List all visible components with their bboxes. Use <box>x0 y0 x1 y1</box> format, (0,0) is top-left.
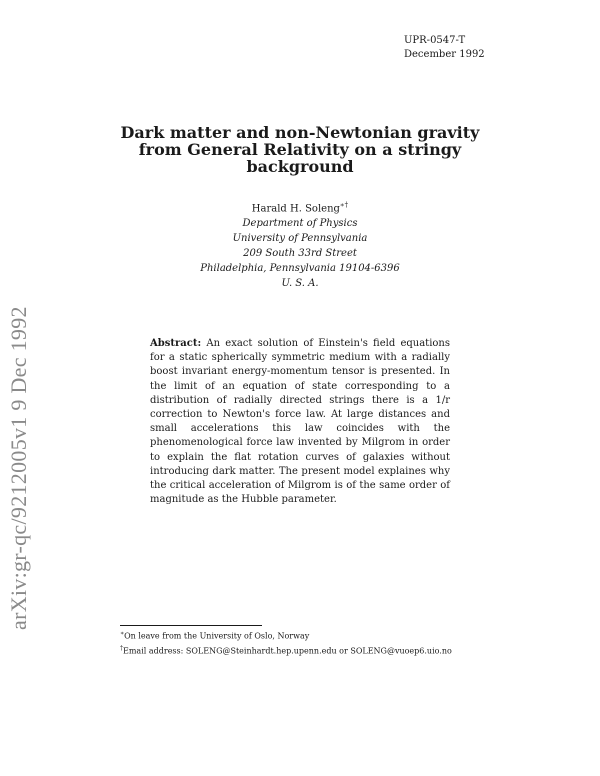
arxiv-identifier-watermark: arXiv:gr-qc/9212005v1 9 Dec 1992 <box>6 306 31 630</box>
footnotes <box>120 628 452 657</box>
abstract <box>150 337 450 507</box>
paper-title <box>120 124 480 175</box>
report-date: December 1992 <box>404 49 485 60</box>
title-line: background <box>246 157 354 176</box>
report-info <box>404 34 485 62</box>
affiliation-line: University of Pennsylvania <box>232 233 368 245</box>
footnote-rule <box>120 625 262 626</box>
title-line: from General Relativity on a stringy <box>138 140 462 159</box>
report-number: UPR-0547-T <box>404 35 466 46</box>
affiliation-line: 209 South 33rd Street <box>243 248 357 260</box>
footnote-text: On leave from the University of Oslo, Norway <box>124 631 310 641</box>
abstract-text: An exact solution of Einstein's field equations for a static spherically symmetric medium with a radially boost invariant energy-momentum tensor is presented. In the limit of an equation of state corresponding to a distribution of radially directed strings there is a 1/r correction to Newton's force law. At large distances and small accelerations this law coincides with the phenomenological force law invented by Milgrom in order to explain the flat rotation curves of galaxies without introducing dark matter. The present model explaines why the critical acceleration of Milgrom is of the same order of magnitude as the Hubble parameter. <box>150 338 450 506</box>
affiliation-line: Philadelphia, Pennsylvania 19104-6396 <box>200 263 400 275</box>
footnote-mark: † <box>120 644 123 652</box>
footnote <box>120 643 452 658</box>
footnote-text: Email address: SOLENG@Steinhardt.hep.upenn.edu or SOLENG@vuoep6.uio.no <box>123 646 452 656</box>
abstract-label: Abstract: <box>150 338 202 349</box>
author-block <box>150 198 450 291</box>
affiliation-line: U. S. A. <box>281 278 319 290</box>
author-footnote-marks: ∗† <box>339 201 349 209</box>
footnote-mark: ∗ <box>120 630 125 637</box>
author-name-text: Harald H. Soleng <box>251 203 340 215</box>
affiliation-line: Department of Physics <box>242 218 358 230</box>
footnote <box>120 628 452 643</box>
author-name <box>150 198 450 216</box>
title-line: Dark matter and non-Newtonian gravity <box>120 123 480 142</box>
